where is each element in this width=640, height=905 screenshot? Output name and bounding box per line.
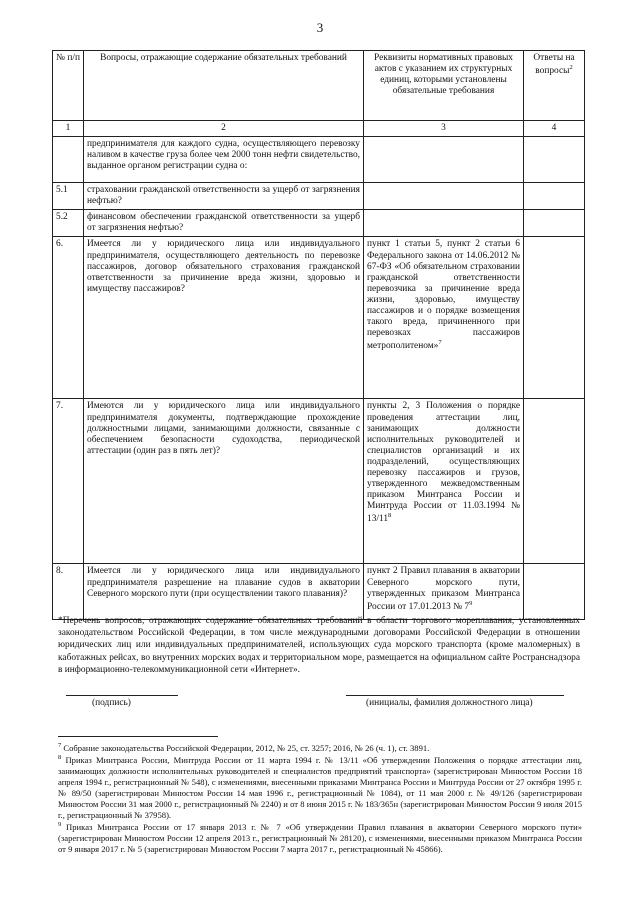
footnote-text: Приказ Минтранса России, Минтруда России от 11 марта 1994 г. № 13/11 «Об утверждении Положения о порядке аттестации лиц, занимающих должности исполнительных руководителей и специалистов предприятий транспорта» (зарегистрирован Минюстом России 18 апреля 1994 г., регистрационный № 548), с изменениями, внесенными приказами Минтранса России и Минтруда России от 27 октября 1995 г. № 89/50 (зарегистрирован Минюстом России 14 мая 1996 г., регистрационный № 1084), от 11 мая 2000 г. № 49/126 (зарегистрирован Минюстом России 31 мая 2000 г., регистрационный № 2240) и от 8 июня 2015 г. № 183/365н (зарегистрирован Минюстом России 9 июля 2015 г., регистрационный № 37958). [58,754,582,820]
row-answer-cell[interactable] [524,137,585,183]
row-question: Имеется ли у юридического лица или индивидуального предпринимателя разрешение на плавание судов в акватории Северного морского пути (при осуществлении такого плавания)? [84,564,364,620]
row-question: финансовом обеспечении гражданской ответственности за ущерб от загрязнения нефтью? [84,210,364,237]
table-row [53,137,585,183]
footnote [58,754,582,821]
header-answers-text: Ответы на вопросы [533,53,575,77]
row-answer-cell[interactable] [524,183,585,210]
table-header-row [53,51,585,121]
row-answer-cell[interactable] [524,210,585,237]
signature-label: (подпись) [92,698,131,708]
table-row [53,237,585,399]
footnote-mark: 7 [58,742,62,749]
footnotes [58,742,582,855]
row-number: 8. [53,564,84,620]
footnote-text: Приказ Минтранса России от 17 января 2013 г. № 7 «Об утверждении Правил плавания в акватории Северного морского пути» (зарегистрирован Минюстом России 12 апреля 2013 г., регистрационный № 28120), с изменениями, внесенными приказом Минтранса России от 9 января 2017 г. № 5 (зарегистрирован Минюстом России 7 марта 2017 г., регистрационный № 45866). [58,821,582,854]
row-answer-cell[interactable] [524,237,585,399]
table-row [53,210,585,237]
row-number: 6. [53,237,84,399]
row-number: 5.2 [53,210,84,237]
footnote-mark: 9 [58,820,62,828]
header-requisites: Реквизиты нормативных правовых актов с указанием их структурных единиц, которыми установлены обязательные требования [364,51,524,121]
footnote-text: Собрание законодательства Российской Федерации, 2012, № 25, ст. 3257; 2016, № 26 (ч. 1), ст. 3891. [63,742,430,753]
col-number: 4 [524,121,585,137]
row-requisites-text: пункт 1 статьи 5, пункт 2 статьи 6 Федерального закона от 14.06.2012 № 67-ФЗ «Об обязательном страховании гражданской ответственности перевозчика за причинение вреда жизни, здоровью, имуществу пассажиров и о порядке возмещения такого вреда, причиненного при перевозках пассажиров метрополитеном» [367,239,520,352]
table-row [53,183,585,210]
row-requisites-text: пункты 2, 3 Положения о порядке проведения аттестации лиц, занимающих должности исполнительных руководителей и специалистов организаций и их подразделений, осуществляющих перевозку пассажиров и грузов, утвержденного межведомственным приказом Минтранса России и Минтруда России от 11.03.1994 № 13/11 [367,401,520,525]
table-row [53,399,585,564]
row-number: 7. [53,399,84,564]
footnote [58,742,582,754]
col-number: 3 [364,121,524,137]
row-number [53,137,84,183]
row-requisites [364,183,524,210]
footnote [58,821,582,855]
header-question: Вопросы, отражающие содержание обязательных требований [84,51,364,121]
signature-line [66,695,178,696]
row-requisites [364,210,524,237]
row-requisites [364,237,524,399]
footnote-separator [58,736,218,737]
header-num: № п/п [53,51,84,121]
name-label: (инициалы, фамилия должностного лица) [366,698,533,708]
footnote-mark: 8 [58,753,62,761]
row-requisites [364,564,524,620]
row-requisites [364,399,524,564]
row-question: страховании гражданской ответственности за ущерб от загрязнения нефтью? [84,183,364,210]
name-line [346,695,564,696]
requirements-table [52,50,585,620]
header-answers [524,51,585,121]
table-row [53,564,585,620]
row-requisites [364,137,524,183]
footnote-ref: 7 [438,339,442,347]
footnote-ref: 9 [469,599,473,607]
row-number: 5.1 [53,183,84,210]
table-note: *Перечень вопросов, отражающих содержание обязательных требований в области торгового мореплавания, установленных законодательством Российской Федерации, в том числе международными договорами Российской Федерации в отношении юридических лиц или индивидуальных предпринимателей, использующих суда морского транспорта (кроме маломерных) в каботажных рейсах, во внутренних морских водах и территориальном море, размещается на официальном сайте Ространснадзора в информационно-телекоммуникационной сети «Интернет». [58,616,580,675]
row-question: предпринимателя для каждого судна, осуществляющего перевозку наливом в качестве груза более чем 2000 тонн нефти свидетельство, выданное органом регистрации судна о: [84,137,364,183]
column-number-row [53,121,585,137]
footnote-ref: 8 [388,512,392,520]
row-question: Имеются ли у юридического лица или индивидуального предпринимателя документы, подтверждающие прохождение должностными лицами, занимающими должности, связанные с обеспечением безопасности судоходства, периодической аттестации (один раз в пять лет)? [84,399,364,564]
header-answers-footnote: 2 [569,64,573,72]
page-number: 3 [316,20,324,35]
row-question: Имеется ли у юридического лица или индивидуального предпринимателя, осуществляющего деятельность по перевозке пассажиров, договор обязательного страхования гражданской ответственности за причинение вреда жизни, здоровью и имуществу пассажиров? [84,237,364,399]
col-number: 2 [84,121,364,137]
row-answer-cell[interactable] [524,399,585,564]
row-answer-cell[interactable] [524,564,585,620]
col-number: 1 [53,121,84,137]
row-requisites-text: пункт 2 Правил плавания в акватории Северного морского пути, утвержденных приказом Минтранса России от 17.01.2013 № 7 [367,566,520,612]
